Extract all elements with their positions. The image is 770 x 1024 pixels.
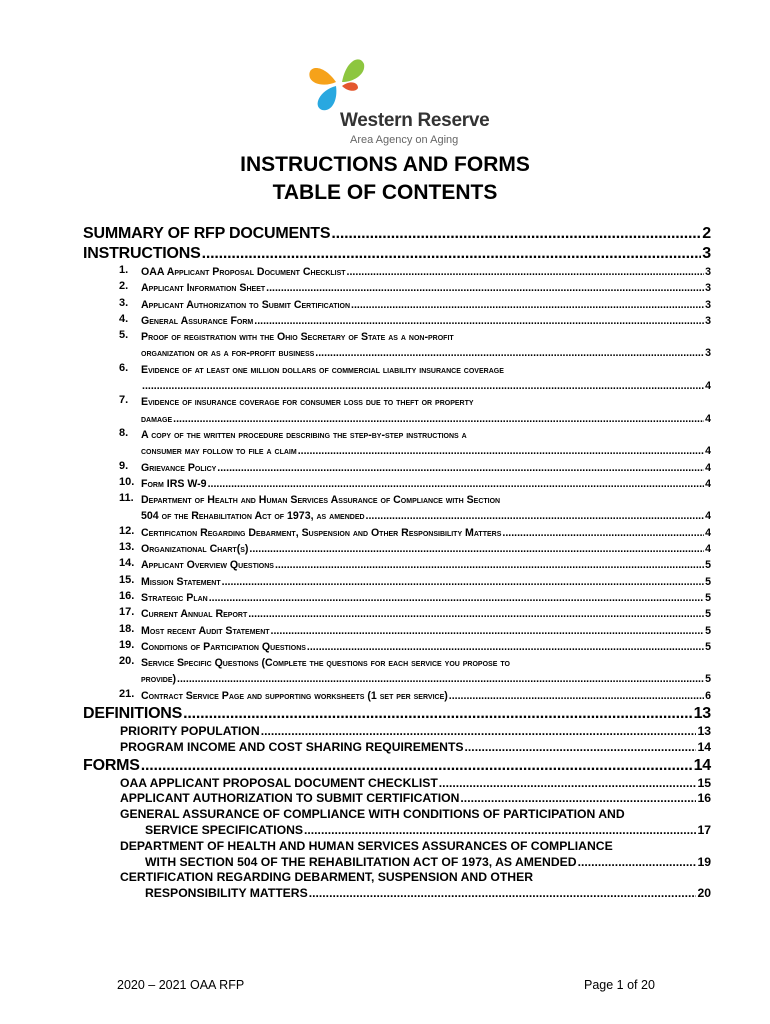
toc-item[interactable]: 9. Grievance Policy ..... 4: [83, 460, 711, 476]
toc-subitem[interactable]: OAA APPLICANT PROPOSAL DOCUMENT CHECKLIST ..... 15: [83, 776, 711, 792]
toc-item[interactable]: 3. Applicant Authorization to Submit Certification ..... 3: [83, 297, 711, 313]
dot-leader: [141, 756, 693, 776]
toc-subitem[interactable]: PRIORITY POPULATION ..... 13: [83, 724, 711, 740]
toc-subitem[interactable]: PROGRAM INCOME AND COST SHARING REQUIREMENTS ..... 14: [83, 740, 711, 756]
dot-leader: [502, 525, 704, 541]
dot-leader: [439, 776, 697, 792]
logo-subtitle: Area Agency on Aging: [350, 134, 459, 146]
dot-leader: [351, 297, 704, 313]
footer-page-number: Page 1 of 20: [584, 978, 655, 992]
toc-item[interactable]: 14. Applicant Overview Questions ..... 5: [83, 557, 711, 573]
butterfly-logo-icon: [300, 56, 380, 112]
toc-item[interactable]: 15. Mission Statement ..... 5: [83, 574, 711, 590]
page-subtitle: TABLE OF CONTENTS: [272, 181, 498, 204]
toc-item[interactable]: 4. General Assurance Form ..... 3: [83, 313, 711, 329]
dot-leader: [578, 855, 697, 871]
page-title: INSTRUCTIONS AND FORMS: [240, 153, 530, 176]
dot-leader: [202, 244, 702, 264]
toc-item[interactable]: 13. Organizational Chart(s) ..... 4: [83, 541, 711, 557]
toc-item[interactable]: 12. Certification Regarding Debarment, Suspension and Other Responsibility Matters ..... 4: [83, 525, 711, 541]
dot-leader: [298, 443, 704, 459]
logo-wing-blue: [318, 86, 337, 110]
toc-item[interactable]: 11. Department of Health and Human Services Assurance of Compliance with Section 504 of the Rehabilitation Act of 1973, as amended ..... 4: [83, 492, 711, 525]
dot-leader: [304, 823, 696, 839]
toc-item[interactable]: 7. Evidence of insurance coverage for consumer loss due to theft or property damage ..... 4: [83, 394, 711, 427]
toc-item[interactable]: 5. Proof of registration with the Ohio Secretary of State as a non-profit organization or as a for-profit business ..... 3: [83, 329, 711, 362]
dot-leader: [173, 411, 704, 427]
toc-forms[interactable]: FORMS ..... 14: [83, 756, 711, 776]
toc-summary[interactable]: SUMMARY OF RFP DOCUMENTS ..... 2: [83, 224, 711, 244]
toc-item[interactable]: 6. Evidence of at least one million dollars of commercial liability insurance coverage ..... 4: [83, 362, 711, 395]
logo-wing-red: [342, 82, 358, 90]
toc-item[interactable]: 19. Conditions of Participation Questions ..... 5: [83, 639, 711, 655]
dot-leader: [261, 724, 697, 740]
dot-leader: [177, 671, 704, 687]
toc-subitem[interactable]: CERTIFICATION REGARDING DEBARMENT, SUSPENSION AND OTHER RESPONSIBILITY MATTERS ..... 20: [83, 870, 711, 902]
toc-subitem[interactable]: GENERAL ASSURANCE OF COMPLIANCE WITH CONDITIONS OF PARTICIPATION AND SERVICE SPECIFICATIONS ..... 17: [83, 807, 711, 839]
toc-item[interactable]: 8. A copy of the written procedure describing the step-by-step instructions a consumer may follow to file a claim ..... 4: [83, 427, 711, 460]
dot-leader: [315, 345, 704, 361]
footer-document-name: 2020 – 2021 OAA RFP: [117, 978, 245, 992]
toc-item[interactable]: 20. Service Specific Questions (Complete the questions for each service you propose to provide) ..... 5: [83, 655, 711, 688]
toc-instructions[interactable]: INSTRUCTIONS ..... 3: [83, 244, 711, 264]
toc-item[interactable]: 2. Applicant Information Sheet ..... 3: [83, 280, 711, 296]
dot-leader: [331, 224, 701, 244]
toc-item[interactable]: 18. Most recent Audit Statement ..... 5: [83, 623, 711, 639]
dot-leader: [309, 886, 697, 902]
dot-leader: [217, 460, 704, 476]
toc-item[interactable]: 21. Contract Service Page and supporting worksheets (1 set per service) ..... 6: [83, 688, 711, 704]
dot-leader: [249, 541, 704, 557]
toc-item[interactable]: 16. Strategic Plan ..... 5: [83, 590, 711, 606]
toc-item[interactable]: 17. Current Annual Report ..... 5: [83, 606, 711, 622]
dot-leader: [183, 704, 692, 724]
dot-leader: [248, 606, 704, 622]
toc-subitem[interactable]: DEPARTMENT OF HEALTH AND HUMAN SERVICES ASSURANCES OF COMPLIANCE WITH SECTION 504 OF THE REHABILITATION ACT OF 1973, AS AMENDED ..... 19: [83, 839, 711, 871]
dot-leader: [460, 791, 696, 807]
table-of-contents: [83, 224, 711, 902]
dot-leader: [307, 639, 704, 655]
dot-leader: [347, 264, 705, 280]
dot-leader: [465, 740, 697, 756]
dot-leader: [266, 280, 704, 296]
logo-wing-orange: [309, 68, 336, 85]
toc-subitem[interactable]: APPLICANT AUTHORIZATION TO SUBMIT CERTIFICATION ..... 16: [83, 791, 711, 807]
dot-leader: [209, 590, 704, 606]
toc-item[interactable]: 10. Form IRS W-9 ..... 4: [83, 476, 711, 492]
toc-definitions[interactable]: DEFINITIONS ..... 13: [83, 704, 711, 724]
logo-name: Western Reserve: [340, 110, 490, 131]
dot-leader: [366, 508, 705, 524]
logo-wing-green: [342, 59, 364, 82]
dot-leader: [142, 378, 704, 394]
dot-leader: [449, 688, 704, 704]
dot-leader: [271, 623, 705, 639]
dot-leader: [275, 557, 704, 573]
dot-leader: [254, 313, 704, 329]
dot-leader: [222, 574, 704, 590]
dot-leader: [208, 476, 705, 492]
logo: [300, 56, 490, 152]
toc-item[interactable]: 1. OAA Applicant Proposal Document Checklist ..... 3: [83, 264, 711, 280]
